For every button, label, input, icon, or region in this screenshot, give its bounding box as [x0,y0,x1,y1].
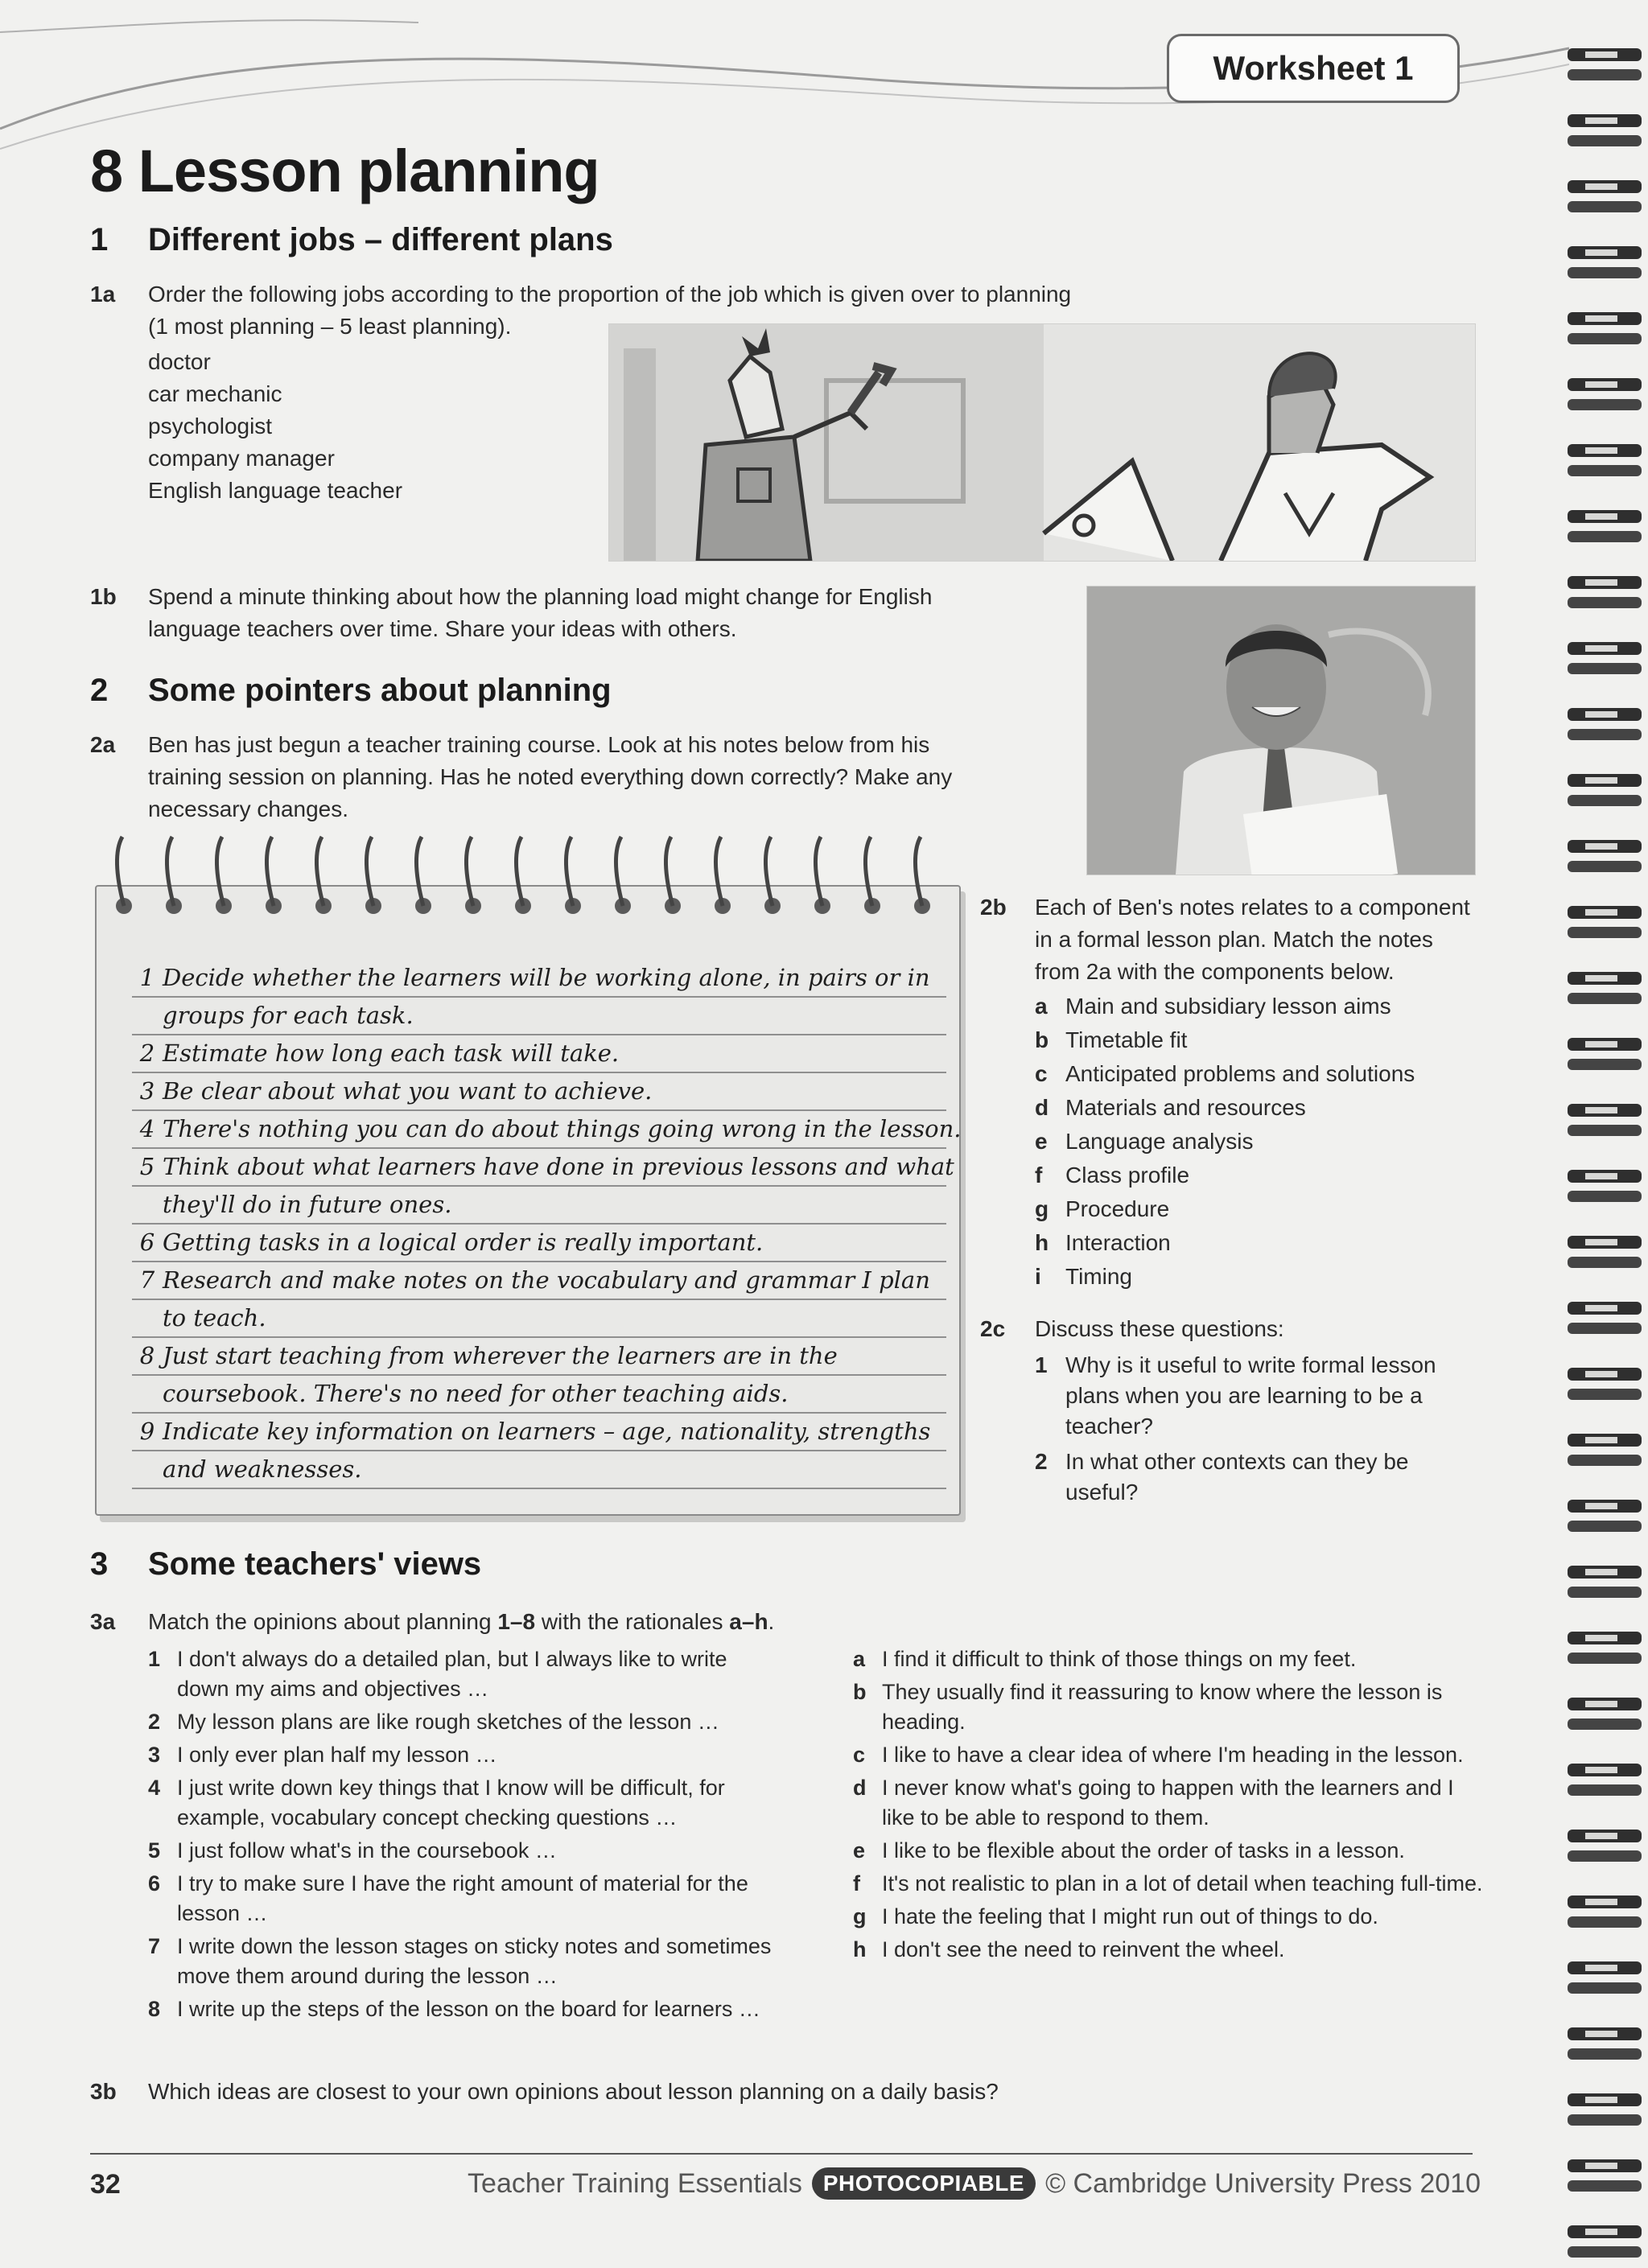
opinion-list [148,1644,784,2027]
footer-divider [90,2153,1473,2155]
worksheet-badge: Worksheet 1 [1167,34,1460,103]
ring-wire [765,837,772,906]
item-text: Main and subsidiary lesson aims [1065,994,1391,1019]
note-text: Think about what learners have done in previous lessons and what [163,1153,954,1180]
binding-coil [1568,510,1642,542]
list-item [148,1740,784,1770]
task-instruction: Discuss these questions: [1035,1316,1284,1341]
note-number: 8 [139,1342,155,1369]
list-item [853,1836,1489,1866]
item-letter: f [853,1871,860,1895]
task-instruction-cont: in a formal lesson plan. Match the notes [1035,927,1433,952]
item-text: I only ever plan half my lesson … [177,1743,497,1767]
section-1-heading [90,222,814,267]
binding-coil [1568,2027,1642,2060]
item-text: They usually find it reassuring to know where the lesson is heading. [882,1680,1443,1734]
binding-coil [1568,312,1642,344]
binding-coil [1568,840,1642,872]
item-text: Materials and resources [1065,1095,1306,1120]
note-line [132,1110,962,1149]
note-text: groups for each task. [163,1002,414,1029]
task-instruction: Each of Ben's notes relates to a component [1035,895,1470,920]
item-letter: b [1035,1027,1049,1052]
item-number: 7 [148,1934,161,1958]
list-item [853,1773,1489,1833]
list-item: car mechanic [148,381,282,406]
binding-coil [1568,114,1642,146]
item-number: 2 [148,1710,161,1734]
item-letter: a [853,1647,866,1671]
note-line [132,1035,946,1073]
list-item [1035,1091,1495,1125]
binding-coil [1568,1038,1642,1070]
note-text: Estimate how long each task will take. [163,1039,620,1067]
list-item [1035,1125,1495,1159]
note-text: coursebook. There's no need for other teaching aids. [163,1380,789,1407]
binding-coil [1568,246,1642,278]
task-instruction: Spend a minute thinking about how the planning load might change for English [148,584,933,609]
ring-wire [366,837,373,906]
list-item: English language teacher [148,478,403,503]
task-tag: 2c [980,1316,1006,1341]
binding-coil [1568,642,1642,674]
note-line [132,1375,946,1414]
page-number: 32 [90,2169,121,2200]
note-text: to teach. [163,1304,266,1332]
item-letter: c [853,1743,866,1767]
ring-wire [266,837,274,906]
list-item [148,1869,784,1928]
task-instruction: Match the opinions about planning [148,1609,498,1634]
task-tag: 1a [90,282,116,307]
ring-wire [715,837,723,906]
item-text: I write up the steps of the lesson on the board for learners … [177,1997,760,2021]
list-item [1035,1057,1495,1091]
note-text: Research and make notes on the vocabulary and grammar I plan [163,1266,930,1294]
item-text: I hate the feeling that I might run out of things to do. [882,1904,1378,1928]
list-item [148,1773,784,1833]
note-line [132,1413,946,1451]
binding-coil [1568,1566,1642,1598]
list-item [1035,1023,1495,1057]
component-list [1035,990,1495,1294]
item-number: 5 [148,1838,161,1863]
note-line [132,1072,946,1111]
section-2-heading [90,673,814,718]
note-number: 3 [139,1077,155,1105]
page-title: 8 Lesson planning [90,138,599,204]
task-1b [90,581,1056,645]
binding-coil [1568,2093,1642,2126]
note-number: 4 [139,1115,155,1142]
binding-coil [1568,1895,1642,1928]
list-item [853,1869,1489,1899]
book-title: Teacher Training Essentials [468,2167,802,2199]
binding-coil [1568,576,1642,608]
ring-wire [915,837,922,906]
binding-coil [1568,180,1642,212]
notepad-rings [95,835,958,932]
item-number: 1 [1035,1352,1048,1377]
task-instruction-cont: from 2a with the components below. [1035,959,1395,984]
binding-coil [1568,1698,1642,1730]
question-list [1035,1350,1453,1508]
item-text: I just write down key things that I know will be difficult, for example, vocabulary concept checking questions … [177,1776,725,1830]
ring-wire [865,837,872,906]
note-line [132,1451,946,1489]
list-item [1035,990,1495,1023]
note-number: 5 [139,1153,155,1180]
ring-wire [466,837,473,906]
binding-coil [1568,1302,1642,1334]
copyright: © Cambridge University Press 2010 [1045,2167,1481,2199]
item-letter: f [1035,1163,1043,1188]
item-letter: d [1035,1095,1049,1120]
item-text: It's not realistic to plan in a lot of detail when teaching full-time. [882,1871,1483,1895]
note-number: 6 [139,1229,155,1256]
ring-wire [216,837,224,906]
note-text: and weaknesses. [163,1455,362,1483]
list-item [853,1902,1489,1932]
note-number: 1 [139,964,155,991]
note-text: Decide whether the learners will be working alone, in pairs or in [163,964,930,991]
binding-coil [1568,2225,1642,2258]
section-number: 3 [90,1546,109,1582]
binding-coil [1568,1764,1642,1796]
note-line [132,1337,946,1376]
item-text: I find it difficult to think of those things on my feet. [882,1647,1357,1671]
item-text: Language analysis [1065,1129,1254,1154]
ring-wire [316,837,323,906]
item-letter: h [853,1937,867,1961]
list-item [148,1707,784,1737]
list-item [1035,1192,1495,1226]
note-line [132,1148,954,1187]
note-line [132,1299,946,1338]
section-3-heading [90,1546,814,1591]
item-text: I like to be flexible about the order of tasks in a lesson. [882,1838,1405,1863]
item-text: I don't see the need to reinvent the wheel. [882,1937,1285,1961]
item-letter: i [1035,1264,1041,1289]
task-tag: 3a [90,1609,116,1634]
binding-coil [1568,1368,1642,1400]
item-text: In what other contexts can they be useful? [1065,1449,1409,1504]
task-instruction-cont: language teachers over time. Share your ideas with others. [148,616,737,641]
item-text: I never know what's going to happen with the learners and I like to be able to respond to them. [882,1776,1454,1830]
item-text: Timetable fit [1065,1027,1188,1052]
task-tag: 1b [90,584,117,609]
item-letter: a [1035,994,1048,1019]
binding-coil [1568,774,1642,806]
item-letter: b [853,1680,867,1704]
jobs-illustration [608,323,1476,562]
item-letter: g [1035,1196,1049,1221]
note-text: There's nothing you can do about things going wrong in the lesson. [163,1115,962,1142]
note-number: 7 [139,1266,155,1294]
binding-coil [1568,1170,1642,1202]
item-text: I like to have a clear idea of where I'm heading in the lesson. [882,1743,1464,1767]
rationale-list [853,1644,1489,1968]
task-tag: 2b [980,895,1007,920]
list-item [1035,1159,1495,1192]
note-text: Getting tasks in a logical order is really important. [163,1229,764,1256]
task-2a [90,729,1056,825]
task-instruction-cont: necessary changes. [148,796,349,821]
task-3a [90,1606,1217,1638]
item-letter: g [853,1904,867,1928]
task-instruction-cont: (1 most planning – 5 least planning). [148,314,512,339]
task-instruction: Which ideas are closest to your own opinions about lesson planning on a daily basis? [148,2079,999,2104]
binding-coil [1568,972,1642,1004]
binding-coil [1568,906,1642,938]
task-3b [90,2076,1217,2108]
note-line [132,959,946,998]
item-text: Interaction [1065,1230,1171,1255]
note-text: Indicate key information on learners – age, nationality, strengths [163,1418,931,1445]
list-item [853,1935,1489,1965]
item-number: 8 [148,1997,161,2021]
item-letter: c [1035,1061,1048,1086]
task-instruction-cont: training session on planning. Has he noted everything down correctly? Make any [148,764,953,789]
list-item [853,1677,1489,1737]
section-title: Some teachers' views [148,1546,482,1582]
item-number: 4 [148,1776,161,1800]
list-item [853,1644,1489,1674]
item-number: 2 [1035,1449,1048,1474]
item-text: I don't always do a detailed plan, but I always like to write down my aims and objectives … [177,1647,727,1701]
ring-wire [616,837,623,906]
task-instruction: Ben has just begun a teacher training course. Look at his notes below from his [148,732,930,757]
list-item [1035,1226,1495,1260]
list-item [1035,1350,1453,1442]
notepad [95,885,961,1516]
section-number: 1 [90,222,109,257]
list-item: doctor [148,349,211,374]
note-text: Just start teaching from wherever the learners are in the [163,1342,838,1369]
note-line [132,1262,946,1300]
task-tag: 2a [90,732,116,757]
task-instruction-mid: with the rationales [535,1609,730,1634]
ring-wire [566,837,573,906]
item-text: Timing [1065,1264,1132,1289]
ring-wire [665,837,673,906]
binding-coil [1568,1830,1642,1862]
list-item: company manager [148,446,335,471]
binding-coil [1568,1500,1642,1532]
note-number: 9 [139,1418,155,1445]
section-number: 2 [90,673,109,708]
binding-coil [1568,444,1642,476]
range-opinions: 1–8 [497,1609,536,1634]
ring-wire [516,837,523,906]
item-text: Class profile [1065,1163,1190,1188]
binding-coil [1568,708,1642,740]
section-title: Different jobs – different plans [148,222,613,257]
item-letter: h [1035,1230,1049,1255]
item-text: My lesson plans are like rough sketches of the lesson … [177,1710,719,1734]
list-item [1035,1447,1453,1508]
ring-wire [117,837,124,906]
binding-coil [1568,2159,1642,2192]
note-line [132,1224,946,1262]
binding-coil [1568,1104,1642,1136]
range-rationales: a–h [729,1609,768,1634]
ring-wire [416,837,423,906]
list-item [148,1994,784,2024]
list-item: psychologist [148,414,273,438]
binding-coil [1568,1961,1642,1994]
list-item [148,1644,784,1704]
list-item [1035,1260,1495,1294]
item-text: Procedure [1065,1196,1170,1221]
binding-coil [1568,1434,1642,1466]
photocopiable-badge: PHOTOCOPIABLE [812,2167,1036,2200]
spiral-binding [1561,0,1648,2268]
task-tag: 3b [90,2079,117,2104]
item-text: I just follow what's in the coursebook … [177,1838,557,1863]
list-item [148,1932,784,1991]
note-text: Be clear about what you want to achieve. [163,1077,653,1105]
list-item [853,1740,1489,1770]
item-number: 1 [148,1647,161,1671]
item-letter: e [1035,1129,1048,1154]
ring-wire [815,837,822,906]
footer-credit [468,2167,1481,2200]
item-text: Anticipated problems and solutions [1065,1061,1415,1086]
note-line [132,1186,946,1225]
item-number: 3 [148,1743,161,1767]
item-text: I try to make sure I have the right amount of material for the lesson … [177,1871,748,1925]
note-text: they'll do in future ones. [163,1191,452,1218]
item-number: 6 [148,1871,161,1895]
note-line [132,997,946,1035]
list-item [148,1836,784,1866]
task-2b [980,891,1495,1294]
section-title: Some pointers about planning [148,673,612,708]
task-instruction-end: . [768,1609,775,1634]
item-letter: e [853,1838,866,1863]
binding-coil [1568,1632,1642,1664]
item-text: I write down the lesson stages on sticky notes and sometimes move them around during the lesson … [177,1934,772,1988]
task-2c [980,1313,1495,1508]
item-text: Why is it useful to write formal lesson plans when you are learning to be a teacher? [1065,1352,1436,1439]
binding-coil [1568,378,1642,410]
task-instruction: Order the following jobs according to the proportion of the job which is given over to planning [148,282,1072,307]
binding-coil [1568,48,1642,80]
binding-coil [1568,1236,1642,1268]
note-number: 2 [139,1039,155,1067]
teacher-photo [1086,586,1476,875]
ring-wire [167,837,174,906]
item-letter: d [853,1776,867,1800]
